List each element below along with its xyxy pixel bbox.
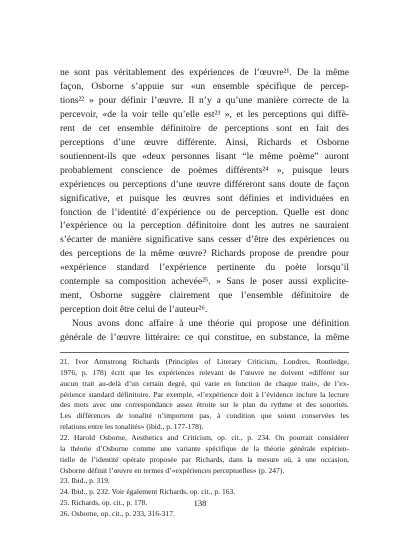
text-line: perception doit être celui de l’auteur²⁶. (60, 304, 208, 316)
footnote-line: périence standard définitoire. Par exemple, «l’expérience doit à l’évidence inclure la lecture (60, 389, 349, 399)
text-line: des perceptions de la même œuvre? Richards propose de prendre pour (60, 248, 349, 260)
footnote-line: aucun trait au-delà d’un certain degré, qui varie en fonction de chaque trait», de l’ex- (60, 378, 349, 388)
footnote-line: tielle de l’identité opérale proposée par Richards, dans la mesure où, à une occasion, (60, 454, 349, 464)
text-line: perceptions d’une œuvre différente. Ainsi, Richards et Osborne (60, 136, 349, 148)
main-text (60, 66, 349, 345)
footnote-line: Osborne définit l’œuvre en termes d’«expériences perceptuelles» (p. 247). (60, 465, 285, 475)
text-line: significative, et puisque les œuvres sont définies et individuées en (60, 192, 349, 204)
text-line: ment, Osborne suggère clairement que l’ensemble définitoire de (60, 290, 349, 302)
footnote-line: 25. Richards, op. cit., p. 178. (60, 498, 148, 508)
footnote-rule (60, 352, 349, 353)
text-line: Nous avons donc affaire à une théorie qui propose une définition (72, 318, 349, 330)
text-line: tions²² » pour définir l’œuvre. Il n’y a qu’une manière correcte de la (60, 94, 349, 106)
footnote-line: 1976, p. 178) écrit que les expériences relevant de l’œuvre ne doivent «différer sur (60, 367, 349, 377)
text-line: contemple sa composition achevée²⁵. » Sans le poser aussi explicite- (60, 276, 349, 288)
text-line: soutiennent-ils que «deux personnes lisant “le même poème” auront (60, 150, 349, 162)
text-line: ne sont pas véritablement des expériences de l’œuvre²¹. De la même (60, 67, 349, 78)
page-number: 138 (193, 498, 207, 508)
footnote-line: 23. Ibid., p. 319. (60, 476, 110, 486)
footnote-line: 21. Ivor Armstrong Richards (Principles of Literary Criticism, Londres, Routledge, (60, 357, 349, 367)
paragraph (60, 66, 349, 317)
text-line: percevoir, «de la voir telle qu’elle est²³ », et les perceptions qui diffè- (60, 108, 349, 120)
text-line: fonction de l’identité d’expérience ou de perception. Quelle est donc (60, 206, 349, 218)
footnote-line: 26. Osborne, op. cit., p. 233, 316-317. (60, 508, 175, 518)
text-line: l’expérience ou la perception définitoire dont les autres ne sauraient (60, 220, 349, 232)
footnote-line: des mots avec une correspondance assez étroite sur le plan du rythme et des sonorités. (60, 400, 349, 410)
footnote-line: la théorie d’Osborne comme une variante spécifique de la théorie générale expérien- (60, 443, 349, 453)
footnote-line: 22. Harold Osborne, Aesthetics and Criticism, op. cit., p. 234. On pourrait considérer (60, 432, 349, 442)
text-line: s’écarter de manière significative sans cesser d’être des expériences ou (60, 234, 349, 246)
text-line: expériences ou perceptions d’une œuvre différeront sans doute de façon (60, 178, 349, 190)
footnote-line: Les différences de tonalité n’importent pas, à condition que soient conservées les (60, 411, 349, 421)
footnote-line: 24. Ibid., p. 232. Voir également Richards, op. cit., p. 163. (60, 487, 236, 497)
text-line: rent de cet ensemble définitoire de perceptions sont en fait des (60, 122, 349, 134)
text-line: générale de l’œuvre littéraire: ce qui constitue, en substance, la même (60, 332, 349, 344)
text-line: «expérience standard l’expérience pertinente du poète lorsqu’il (60, 262, 349, 274)
text-line: probablement conscience de poèmes différents²⁴ », puisque leurs (60, 164, 349, 176)
page (60, 66, 349, 520)
paragraph (60, 317, 349, 345)
text-line: façon, Osborne s’appuie sur «un ensemble spécifique de percep- (60, 80, 349, 92)
footnotes (60, 357, 349, 520)
footnote-line: relations entre les tonalités» (ibid., p. 177-178). (60, 422, 204, 432)
